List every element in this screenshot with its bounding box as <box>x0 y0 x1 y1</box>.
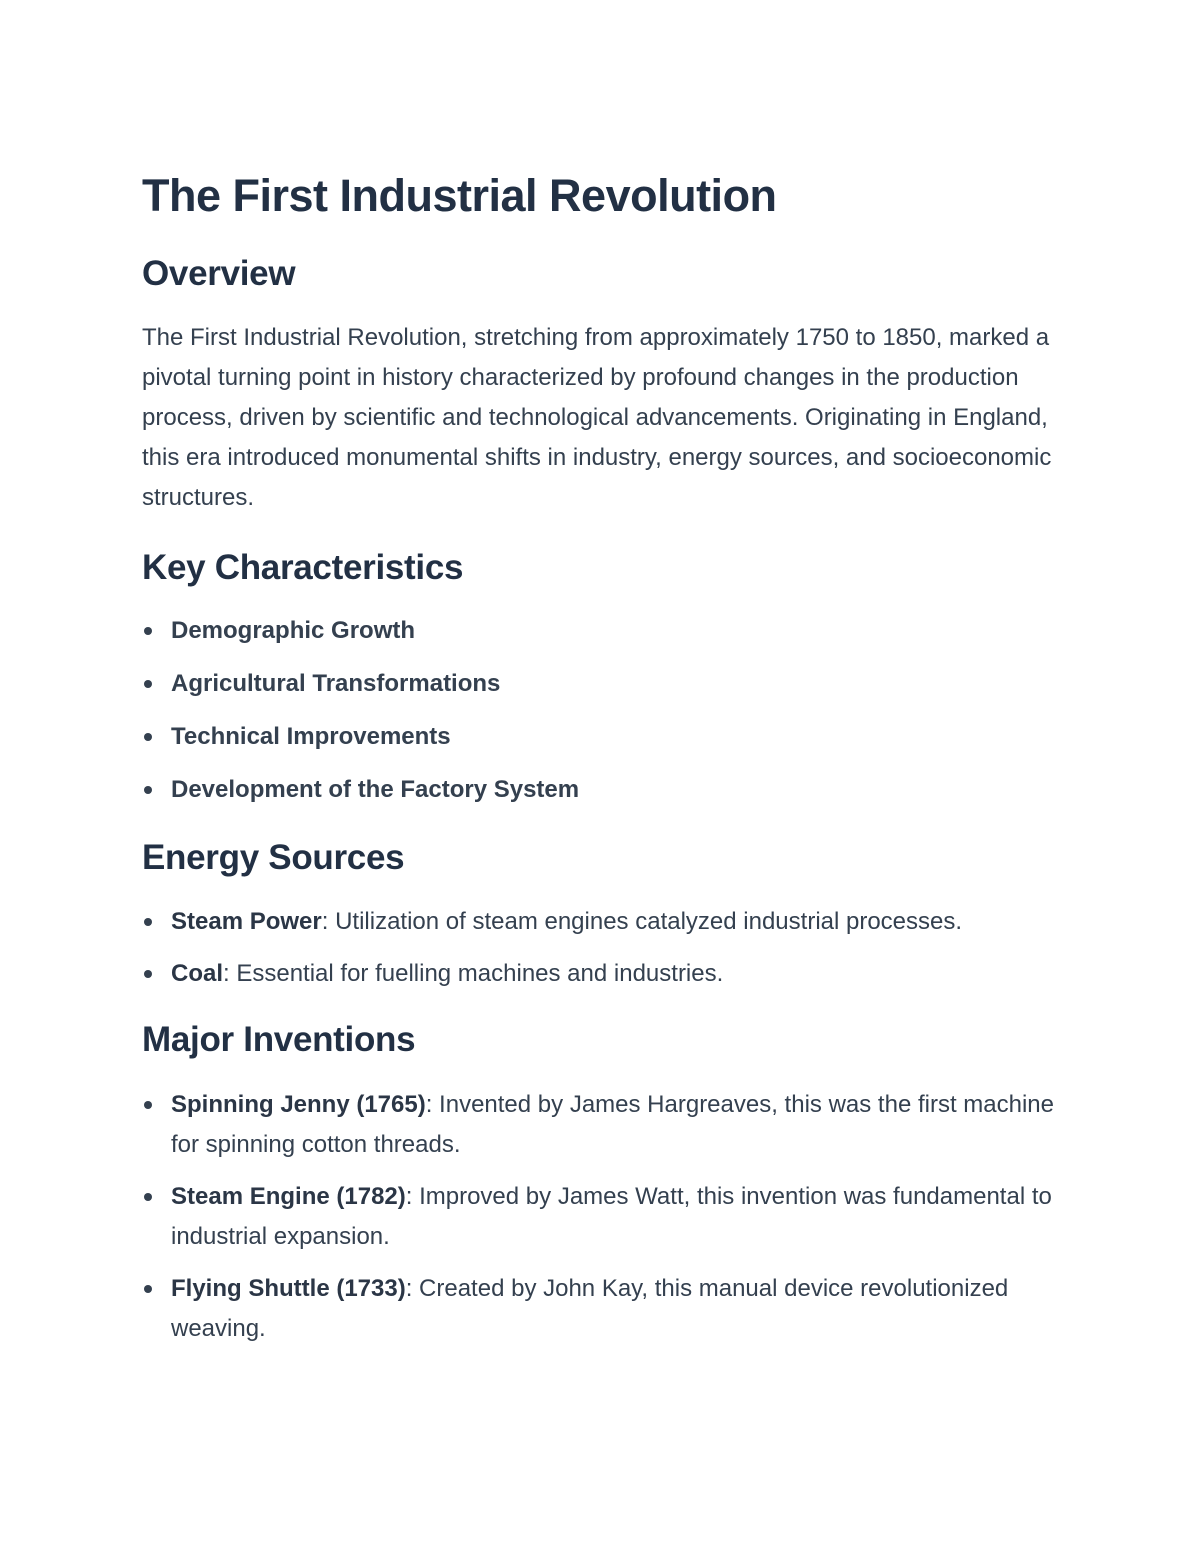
list-item <box>142 770 1062 810</box>
document-page <box>142 168 1062 1361</box>
major-inventions-list <box>142 1085 1062 1349</box>
list-item-text: : Improved by James Watt, this invention was fundamental to industrial expansion. <box>171 1183 1052 1250</box>
list-item <box>142 1085 1062 1165</box>
list-item-text: Technical Improvements <box>171 723 451 750</box>
list-item <box>142 611 1062 651</box>
key-characteristics-list <box>142 611 1062 810</box>
list-item-text: : Essential for fuelling machines and industries. <box>223 960 724 987</box>
key-characteristics-heading: Key Characteristics <box>142 548 464 587</box>
list-item <box>142 902 1062 942</box>
list-item-text: Demographic Growth <box>171 617 416 644</box>
document-title: The First Industrial Revolution <box>142 170 777 221</box>
list-item <box>142 717 1062 757</box>
list-item-text: : Created by John Kay, this manual device revolutionized weaving. <box>171 1275 1009 1342</box>
list-item <box>142 954 1062 994</box>
list-item-label: Spinning Jenny (1765) <box>171 1091 426 1118</box>
list-item-text: : Utilization of steam engines catalyzed industrial processes. <box>321 908 963 935</box>
energy-sources-list <box>142 902 1062 994</box>
list-item-label: Flying Shuttle (1733) <box>171 1275 406 1302</box>
overview-heading: Overview <box>142 254 296 293</box>
list-item <box>142 1177 1062 1257</box>
major-inventions-heading: Major Inventions <box>142 1020 416 1059</box>
list-item-text: : Invented by James Hargreaves, this was the first machine for spinning cotton threads. <box>171 1091 1054 1158</box>
overview-paragraph: The First Industrial Revolution, stretching from approximately 1750 to 1850, marked a pivotal turning point in history characterized by profound changes in the production process, driven by scientific and technological advancements. Originating in England, this era introduced monumental shifts in industry, energy sources, and socioeconomic structures. <box>142 324 1052 511</box>
list-item-label: Steam Engine (1782) <box>171 1183 406 1210</box>
energy-sources-heading: Energy Sources <box>142 838 405 877</box>
list-item <box>142 1269 1062 1349</box>
list-item-text: Development of the Factory System <box>171 776 580 803</box>
list-item-label: Steam Power <box>171 908 322 935</box>
list-item-label: Coal <box>171 960 224 987</box>
list-item <box>142 664 1062 704</box>
list-item-text: Agricultural Transformations <box>171 670 501 697</box>
